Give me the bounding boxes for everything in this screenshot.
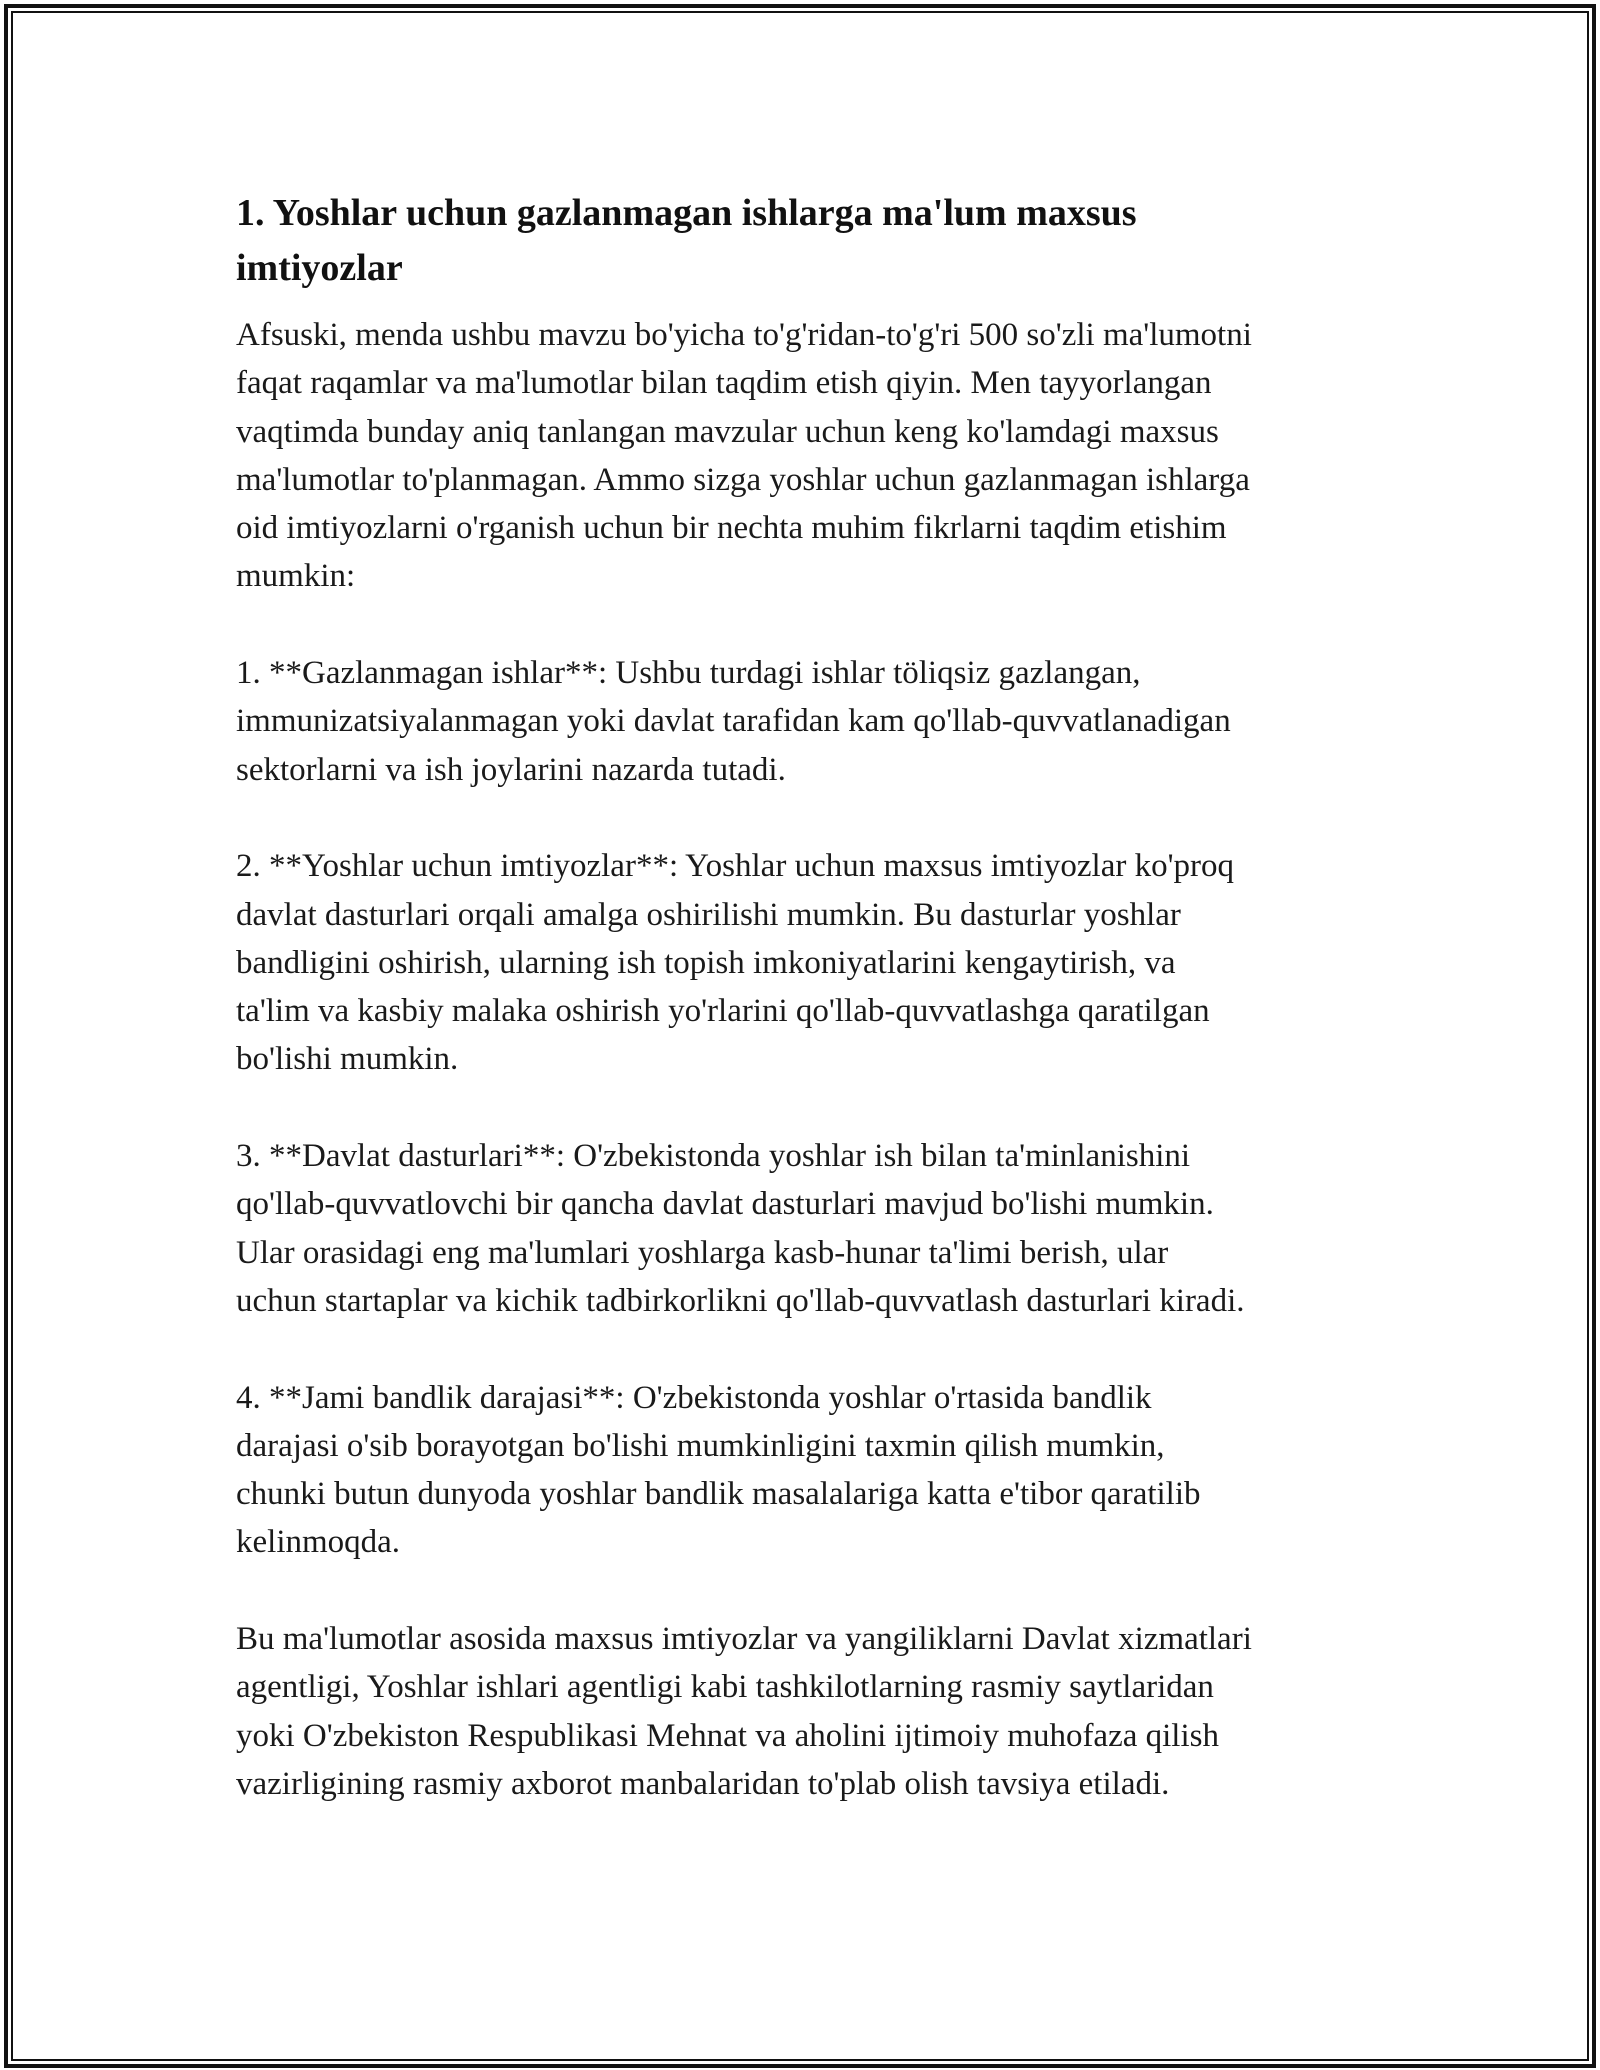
list-item-jami-bandlik: 4. **Jami bandlik darajasi**: O'zbekistonda yoshlar o'rtasida bandlik darajasi o'sib borayotgan bo'lishi mumkinligini taxmin qilish mumkin, chunki butun dunyoda yoshlar bandlik masalalariga katta e'tibor qaratilib kelinmoqda. xyxy=(236,1379,1201,1561)
list-item-davlat-dasturlari: 3. **Davlat dasturlari**: O'zbekistonda yoshlar ish bilan ta'minlanishini qo'llab-quvvatlovchi bir qancha davlat dasturlari mavjud bo'lishi mumkin. Ular orasidagi eng ma'lumlari yoshlarga kasb-hunar ta'limi berish, ular uchun startaplar va kichik tadbirkorlikni qo'llab-quvvatlash dasturlari kiradi. xyxy=(236,1138,1245,1319)
list-item-yoshlar-imtiyozlar: 2. **Yoshlar uchun imtiyozlar**: Yoshlar uchun maxsus imtiyozlar ko'proq davlat dasturlari orqali amalga oshirilishi mumkin. Bu dasturlar yoshlar bandligini oshirish, ularning ish topish imkoniyatlarini kengaytirish, va ta'lim va kasbiy malaka oshirish yo'rlarini qo'llab-quvvatlashga qaratilgan bo'lishi mumkin. xyxy=(236,848,1235,1078)
intro-paragraph: Afsuski, menda ushbu mavzu bo'yicha to'g'ridan-to'g'ri 500 so'zli ma'lumotni faqat raqamlar va ma'lumotlar bilan taqdim etish qiyin. Men tayyorlangan vaqtimda bunday aniq tanlangan mavzular uchun keng ko'lamdagi maxsus ma'lumotlar to'planmagan. Ammo sizga yoshlar uchun gazlanmagan ishlarga oid imtiyozlarni o'rganish uchun bir nechta muhim fikrlarni taqdim etishim mumkin: xyxy=(236,317,1252,595)
document-title: 1. Yoshlar uchun gazlanmagan ishlarga ma'lum maxsus imtiyozlar xyxy=(236,192,1137,289)
document-body xyxy=(236,186,1376,1808)
conclusion-paragraph: Bu ma'lumotlar asosida maxsus imtiyozlar va yangiliklarni Davlat xizmatlari agentligi, Yoshlar ishlari agentligi kabi tashkilotlarning rasmiy saytlaridan yoki O'zbekiston Respublikasi Mehnat va aholini ijtimoiy muhofaza qilish vazirligining rasmiy axborot manbalaridan to'plab olish tavsiya etiladi. xyxy=(236,1621,1252,1802)
list-item-gazlanmagan-ishlar: 1. **Gazlanmagan ishlar**: Ushbu turdagi ishlar töliqsiz gazlangan, immunizatsiyalanmagan yoki davlat tarafidan kam qo'llab-quvvatlanadigan sektorlarni va ish joylarini nazarda tutadi. xyxy=(236,655,1231,788)
